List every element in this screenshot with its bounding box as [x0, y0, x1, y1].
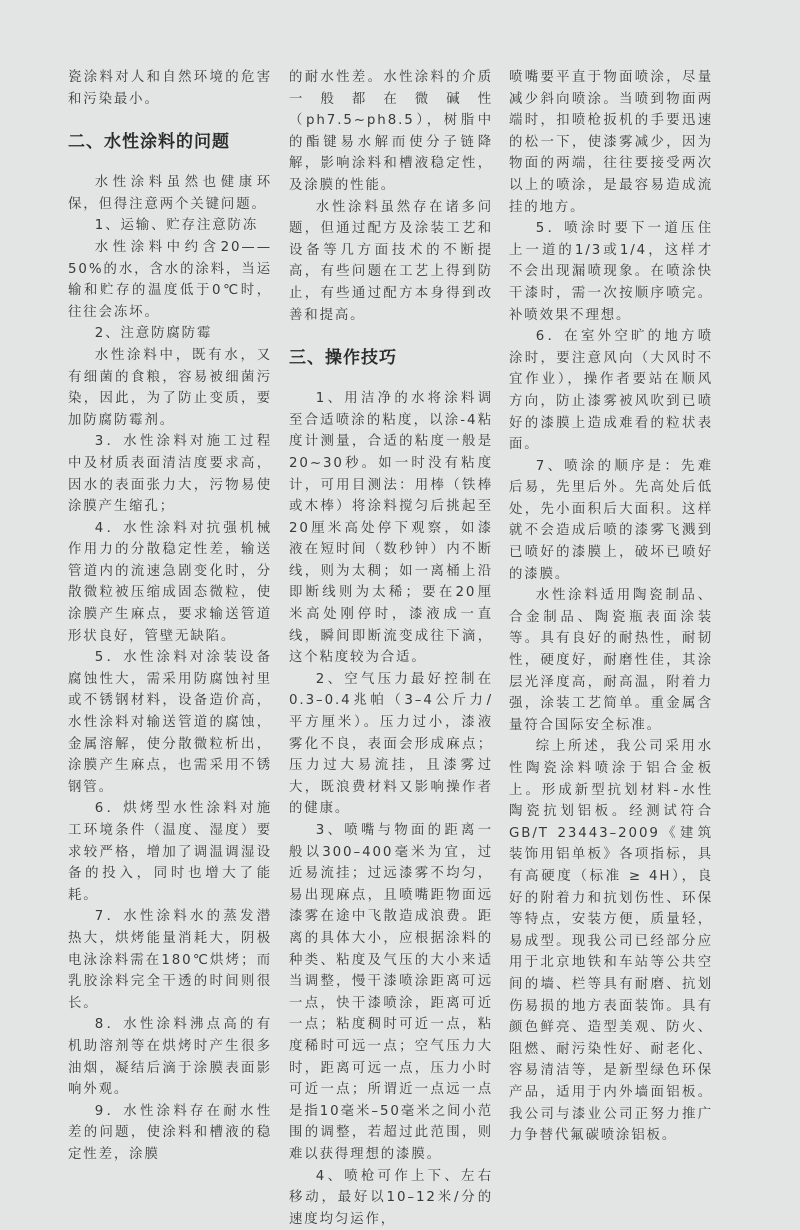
paragraph: 水性涂料适用陶瓷制品、合金制品、陶瓷瓶表面涂装等。具有良好的耐热性，耐韧性，硬度好，耐磨性佳，其涂层光泽度高，耐高温，附着力强，涂装工艺简单。重金属含量符合国际安全标准。 — [509, 585, 713, 736]
paragraph: 水性涂料中，既有水，又有细菌的食粮，容易被细菌污染，因此，为了防止变质，要加防腐防霉剂。 — [68, 345, 272, 431]
paragraph: 8．水性涂料沸点高的有机助溶剂等在烘烤时产生很多油烟，凝结后滴于涂膜表面影响外观。 — [68, 1014, 272, 1100]
paragraph: 4、喷枪可作上下、左右移动，最好以10–12米/分的速度均匀运作， — [289, 1166, 493, 1230]
text-column-3 — [509, 67, 713, 1147]
paragraph: 综上所述，我公司采用水性陶瓷涂料喷涂于铝合金板上。形成新型抗划材料-水性陶瓷抗划铝板。经测试符合GB/T 23443–2009《建筑装饰用铝单板》各项指标，具有高硬度（标准 ≥ 4H），良好的附着力和抗划伤性、环保等特点，安装方便，质量轻，易成型。现我公司已经部分应用于北京地铁和车站等公共空间的墙、栏等具有耐磨、抗划伤易损的地方表面装饰。具有颜色鲜亮、造型美观、防火、阻燃、耐污染性好、耐老化、容易清洁等，是新型绿色环保产品，适用于内外墙面铝板。我公司与漆业公司正努力推广力争替代氟碳喷涂铝板。 — [509, 736, 713, 1146]
section-heading: 二、水性涂料的问题 — [68, 130, 272, 154]
paragraph: 6．在室外空旷的地方喷涂时，要注意风向（大风时不宜作业），操作者要站在顺风方向，防止漆雾被风吹到已喷好的漆膜上造成难看的粒状表面。 — [509, 326, 713, 456]
paragraph: 7．水性涂料水的蒸发潜热大，烘烤能量消耗大，阴极电泳涂料需在180℃烘烤；而乳胶涂料完全干透的时间则很长。 — [68, 906, 272, 1014]
paragraph: 喷嘴要平直于物面喷涂，尽量减少斜向喷涂。当喷到物面两端时，扣喷枪扳机的手要迅速的松一下，使漆雾减少，因为物面的两端，往往要接受两次以上的喷涂，是最容易造成流挂的地方。 — [509, 67, 713, 218]
paragraph: 1、用洁净的水将涂料调至合适喷涂的粘度，以涂-4粘度计测量，合适的粘度一般是20~30秒。如一时没有粘度计，可用目测法：用棒（铁棒或木棒）将涂料搅匀后挑起至20厘米高处停下观察，如漆液在短时间（数秒钟）内不断线，则为太稠；如一离桶上沿即断线则为太稀；要在20厘米高处刚停时，漆液成一直线，瞬间即断流变成往下滴，这个粘度较为合适。 — [289, 388, 493, 669]
paragraph: 水性涂料中约含20——50%的水，含水的涂料，当运输和贮存的温度低于0℃时，往往会冻坏。 — [68, 237, 272, 323]
paragraph: 3．水性涂料对施工过程中及材质表面清洁度要求高，因水的表面张力大，污物易使涂膜产生缩孔； — [68, 431, 272, 517]
text-column-2 — [289, 67, 493, 1230]
paragraph: 1、运输、贮存注意防冻 — [68, 215, 272, 237]
paragraph: 2、注意防腐防霉 — [68, 323, 272, 345]
paragraph: 的耐水性差。水性涂料的介质一般都在微碱性（ph7.5~ph8.5），树脂中的酯键易水解而使分子链降解，影响涂料和槽液稳定性，及涂膜的性能。 — [289, 67, 493, 197]
section-heading: 三、操作技巧 — [289, 346, 493, 370]
paragraph: 4．水性涂料对抗强机械作用力的分散稳定性差，输送管道内的流速急剧变化时，分散微粒被压缩成固态微粒，使涂膜产生麻点，要求输送管道形状良好，管壁无缺陷。 — [68, 518, 272, 648]
paragraph: 瓷涂料对人和自然环境的危害和污染最小。 — [68, 67, 272, 110]
paragraph: 3、喷嘴与物面的距离一般以300–400毫米为宜，过近易流挂；过远漆雾不均匀，易出现麻点，且喷嘴距物面远漆雾在途中飞散造成浪费。距离的具体大小，应根据涂料的种类、粘度及气压的大小来适当调整，慢干漆喷涂距离可远一点，快干漆喷涂，距离可近一点；粘度稠时可近一点，粘度稀时可远一点；空气压力大时，距离可远一点，压力小时可近一点；所谓近一点远一点是指10毫米–50毫米之间小范围的调整，若超过此范围，则难以获得理想的漆膜。 — [289, 820, 493, 1166]
text-column-1 — [68, 67, 272, 1166]
paragraph: 5．喷涂时要下一道压住上一道的1/3或1/4，这样才不会出现漏喷现象。在喷涂快干漆时，需一次按顺序喷完。补喷效果不理想。 — [509, 218, 713, 326]
paragraph: 水性涂料虽然存在诸多问题，但通过配方及涂装工艺和设备等几方面技术的不断提高，有些问题在工艺上得到防止，有些通过配方本身得到改善和提高。 — [289, 197, 493, 327]
paragraph: 2、空气压力最好控制在0.3–0.4兆帕（3–4公斤力/平方厘米）。压力过小，漆液雾化不良，表面会形成麻点；压力过大易流挂，且漆雾过大，既浪费材料又影响操作者的健康。 — [289, 669, 493, 820]
paragraph: 9．水性涂料存在耐水性差的问题，使涂料和槽液的稳定性差，涂膜 — [68, 1101, 272, 1166]
paragraph: 6．烘烤型水性涂料对施工环境条件（温度、湿度）要求较严格，增加了调温调湿设备的投入，同时也增大了能耗。 — [68, 798, 272, 906]
paragraph: 水性涂料虽然也健康环保，但得注意两个关键问题。 — [68, 172, 272, 215]
paragraph: 7、喷涂的顺序是：先难后易，先里后外。先高处后低处，先小面积后大面积。这样就不会造成后喷的漆雾飞溅到已喷好的漆膜上，破坏已喷好的漆膜。 — [509, 456, 713, 586]
paragraph: 5．水性涂料对涂装设备腐蚀性大，需采用防腐蚀衬里或不锈钢材料，设备造价高，水性涂料对输送管道的腐蚀，金属溶解，使分散微粒析出，涂膜产生麻点，也需采用不锈钢管。 — [68, 647, 272, 798]
